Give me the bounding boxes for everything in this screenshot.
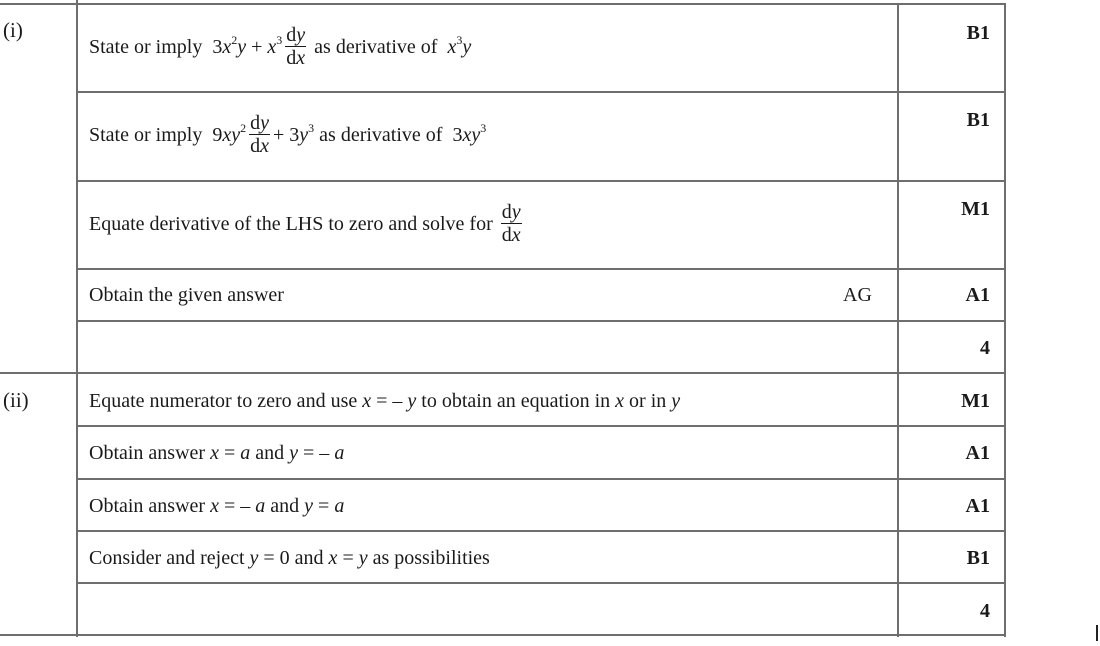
row-divider bbox=[76, 530, 1006, 532]
math-expression: $x^3y$ bbox=[447, 33, 472, 59]
part-label-ii: (ii) bbox=[3, 388, 29, 412]
row-divider bbox=[76, 180, 1006, 182]
step-text: Equate derivative of the LHS to zero and solve for bbox=[89, 213, 493, 236]
step-i-2 bbox=[89, 114, 486, 159]
part-label-i: (i) bbox=[3, 18, 23, 42]
math-expression: $3xy^3$ bbox=[452, 121, 487, 147]
table-top-border bbox=[0, 3, 1006, 5]
step-i-4: Obtain the given answer bbox=[89, 284, 284, 306]
text-cursor bbox=[1096, 625, 1098, 641]
step-text: State or imply bbox=[89, 36, 203, 59]
row-divider bbox=[76, 582, 1006, 584]
mark-i-2: B1 bbox=[966, 109, 990, 131]
row-divider bbox=[76, 91, 1006, 93]
dy-dx-fraction: $\frac{dy}{dx}$ bbox=[250, 112, 269, 157]
table-bottom-border bbox=[0, 634, 1006, 636]
dy-dx-fraction: $\frac{dy}{dx}$ bbox=[286, 24, 306, 69]
total-i: 4 bbox=[980, 337, 990, 359]
step-ii-1: Equate numerator to zero and use x = – y to obtain an equation in x or in y bbox=[89, 390, 681, 412]
step-i-3 bbox=[89, 203, 525, 248]
dy-dx-fraction: $\frac{dy}{dx}$ bbox=[501, 201, 521, 246]
step-ii-3: Obtain answer x = – a and y = a bbox=[89, 495, 345, 517]
part-divider bbox=[0, 372, 1006, 374]
step-i-1 bbox=[89, 26, 471, 71]
step-text: State or imply bbox=[89, 124, 203, 147]
step-text: as derivative of bbox=[314, 36, 438, 59]
mark-ii-1: M1 bbox=[961, 390, 990, 412]
mark-ii-4: B1 bbox=[966, 547, 990, 569]
mark-i-4: A1 bbox=[965, 284, 990, 306]
mark-i-3: M1 bbox=[961, 198, 990, 220]
step-text: as derivative of bbox=[319, 124, 443, 147]
step-ii-2: Obtain answer x = a and y = – a bbox=[89, 442, 345, 464]
math-expression: $9xy^2$ $\frac{dy}{dx}$ + $3y^3$ bbox=[212, 112, 315, 157]
column-divider-part bbox=[76, 0, 78, 637]
row-divider bbox=[76, 425, 1006, 427]
answer-given-annotation: AG bbox=[843, 284, 872, 306]
row-divider bbox=[76, 478, 1006, 480]
step-ii-4: Consider and reject y = 0 and x = y as possibilities bbox=[89, 547, 490, 569]
mark-ii-3: A1 bbox=[965, 495, 990, 517]
mark-ii-2: A1 bbox=[965, 442, 990, 464]
math-expression: $3x^2y + x^3$ $\frac{dy}{dx}$ bbox=[212, 24, 306, 69]
row-divider bbox=[76, 320, 1006, 322]
row-divider bbox=[76, 268, 1006, 270]
total-ii: 4 bbox=[980, 600, 990, 622]
mark-i-1: B1 bbox=[966, 22, 990, 44]
